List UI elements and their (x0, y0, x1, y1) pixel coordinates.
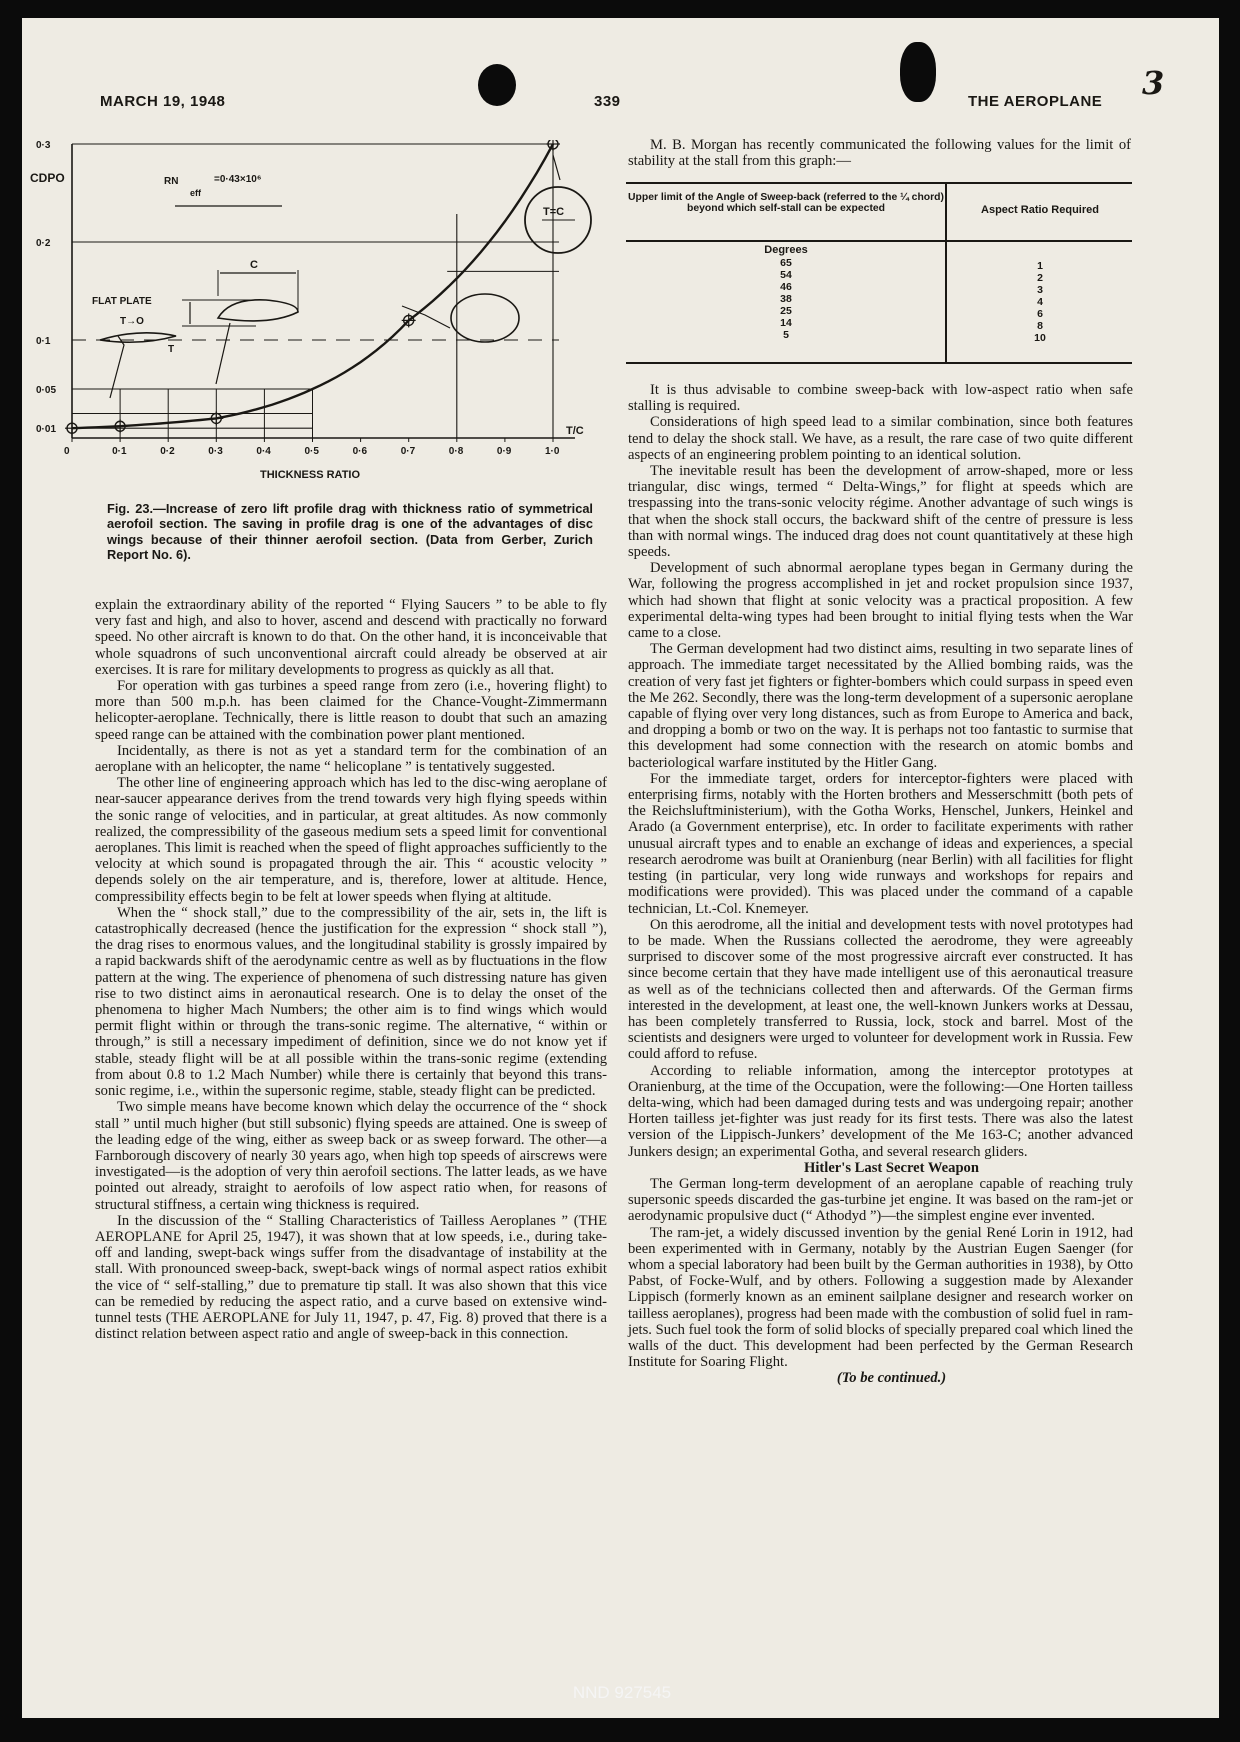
x-axis-end-label: T/C (566, 425, 584, 437)
y-axis-label: CDPO (30, 171, 65, 185)
x-tick-label: 0·4 (256, 446, 271, 457)
drag-curve (72, 144, 553, 428)
thickness-label: T (168, 344, 175, 355)
x-tick-label: 0·9 (496, 446, 512, 457)
table-cell-angle: 38 (780, 293, 792, 305)
table-rule-header (626, 240, 1132, 242)
table-cell-ratio: 3 (1037, 284, 1043, 296)
paragraph: Two simple means have become known which delay the occurrence of the “ shock stall ” until much higher (but still subsonic) flying speeds are attained. One is sweep of the leading edge of the wing, either as sweep back or as sweep forward. The other—a Farnborough discovery of nearly 30 years ago, when high top speeds of airscrews were investigated—is the adoption of very thin aerofoil sections. The latter leads, as we have pointed out already, straight to aerofoils of low aspect ratio when, for reasons of structural stiffness, a certain wing thickness is required. (95, 1099, 607, 1213)
table-cell-angle: 65 (780, 257, 792, 269)
table-cell-ratio: 4 (1037, 296, 1043, 308)
section-heading: Hitler's Last Secret Weapon (804, 1159, 979, 1176)
flat-plate-aerofoil (100, 333, 176, 342)
paragraph: The other line of engineering approach which has led to the disc-wing aeroplane of near-saucer appearance derives from the trend towards very high flying speeds within the sonic range of velocities, and in particular, at great altitudes. As now commonly realized, the compressibility of the gaseous medium sets a speed limit for conventional aeroplanes. This limit is reached when the speed of flight approaches sufficiently to the velocity at which sound is propagated through the air. This “ acoustic velocity ” depends solely on the air temperature, and is, therefore, lower at altitude. Hence, compressibility effects begin to be felt at lower speeds when flying at altitude. (95, 775, 607, 905)
paragraph: The German long-term development of an aeroplane capable of reaching truly supersonic speeds discarded the gas-turbine jet engine. It was based on the ram-jet or aerodynamic propulsive duct (“ Athodyd ”)—the simplest engine ever invented. (628, 1175, 1133, 1225)
table-cell-ratio: 1 (1037, 260, 1043, 272)
paragraph: According to reliable information, among the interceptor prototypes at Oranienburg, at the time of the Occupation, were the following:—One Horten tailless delta-wing, which had been damaged during tests and was undergoing repair; another Horten tailless jet-fighter was just ready for its first tests. There was also the latest version of the Lippisch-Junkers’ development of the Me 163-C; another advanced Junkers design; an experimental Gotha, and several research gliders. (628, 1062, 1133, 1160)
paragraph: The German development had two distinct aims, resulting in two separate lines of approach. The immediate target necessitated by the Allied bombing raids, was the creation of very fast jet fighters or fighter-bombers which could surpass in speed even the Me 262. Secondly, there was the long-term development of a supersonic aeroplane capable of flying over very long distances, such as from Europe to America and back, and dropping a bomb or two on the way. It is perhaps not too fantastic to surmise that this development had some connection with the research on atomic bombs and bacteriological warfare instituted by the Hitler Gang. (628, 641, 1133, 771)
table-rule-bottom (626, 362, 1132, 364)
right-column (628, 382, 1133, 1387)
y-tick-label: 0·3 (36, 140, 51, 151)
paragraph: Considerations of high speed lead to a similar combination, since both features tend to delay the shock stall. We have, as a result, the rare case of two quite different aspects of an engineering problem pointing to an identical solution. (628, 414, 1133, 463)
paragraph: In the discussion of the “ Stalling Characteristics of Tailless Aeroplanes ” (THE AEROPLANE for April 25, 1947), it was shown that at low speeds, i.e., during take-off and landing, swept-back wings suffer from the disadvantage of instability at the stall. With pronounced sweep-back, swept-back wings of normal aspect ratios exhibit the vice of “ self-stalling,” due to premature tip stall. It was also shown that this vice can be remedied by reducing the aspect ratio, and a curve based on extensive wind-tunnel tests (THE AEROPLANE for July 11, 1947, p. 47, Fig. 8) proved that there is a distinct relation between aspect ratio and angle of sweep-back in this connection. (95, 1212, 607, 1343)
table-cell-ratio: 8 (1037, 320, 1043, 332)
thick-aerofoil-pointer (216, 323, 230, 384)
paragraph: The inevitable result has been the development of arrow-shaped, more or less triangular, disc wings, termed “ Delta-Wings,” for flight at speeds which are trespassing into the trans-sonic velocity régime. Another advantage of such wings is that when the shock stall occurs, the backward shift of the centre of pressure is less than with normal wings. The induced drag does not count quantitatively at these high speeds. (628, 463, 1133, 561)
x-tick-label: 0·8 (448, 446, 464, 457)
flat-plate-sublabel: T→O (120, 316, 144, 327)
paragraph: explain the extraordinary ability of the reported “ Flying Saucers ” to be able to fly very fast and high, and also to hover, ascend and descend with practically no forward speed. No other aircraft is known to do that. On the other hand, it is inconceivable that whole squadrons of such unconventional aircraft could already be observed at air exercises. It is rare for military developments to progress as quickly as all that. (95, 597, 607, 678)
flat-plate-label: FLAT PLATE (92, 296, 152, 307)
drag-chart (30, 140, 610, 490)
handwritten-folio: 3 (1142, 64, 1165, 102)
paragraph: When the “ shock stall,” due to the compressibility of the air, sets in, the lift is catastrophically decreased (hence the justification for the expression “ shock stall ”), the drag rises to enormous values, and the longitudinal stability is grossly impaired by a rapid backwards shift of the aerodynamic centre as well as by fluctuations in the flow pattern at the wing. The experience of phenomena of such distressing nature has given rise to two distinct aims in aeronautical research. One is to delay the onset of the phenomena to higher Mach Numbers; the other aim is to find wings which would permit flight within or through the trans-sonic regime. The alternative, “ within or through,” is still a necessary impediment of definition, since we do not know yet if stable, steady flight will be at all possible within the trans-sonic regime (extending from about 0.8 to 1.2 Mach Number) while there is certainly that beyond this trans-sonic regime, i.e., within the supersonic regime, stable, steady flight can be predicted. (95, 904, 607, 1100)
y-tick-label: 0·05 (36, 385, 57, 396)
x-tick-label: 0·7 (400, 446, 416, 457)
header-page-number: 339 (594, 93, 621, 110)
table-cell-angle: 54 (780, 269, 792, 281)
rn-value: =0·43×10⁶ (214, 174, 262, 185)
header-journal: THE AEROPLANE (968, 93, 1103, 110)
table-cell-ratio: 10 (1034, 332, 1046, 344)
x-axis-label: THICKNESS RATIO (260, 469, 361, 481)
paragraph: The ram-jet, a widely discussed invention by the genial René Lorin in 1912, had been experimented with in Germany, notably by the Austrian Eugen Saenger (for whom a special laboratory had been built by the German authorities in 1938), by Otto Pabst, of Focke-Wulf, and by others. Following a suggestion made by Alexander Lippisch (formerly known as an eminent sailplane designer and research worker on tailless aeroplanes), progress had been made with the combustion of solid fuel in ram-jets. Such fuel took the form of solid blocks of specially prepared coal which lined the walls of the duct. This development had been perfected by the German Research Institute for Soaring Flight. (628, 1224, 1133, 1371)
ellipse-aerofoil (451, 294, 519, 342)
figure-caption: Fig. 23.—Increase of zero lift profile drag with thickness ratio of symmetrical aerofoil section. The saving in profile drag is one of the advantages of disc wings because of their thinner aerofoil section. (Data from Gerber, Zurich Report No. 6). (107, 501, 593, 562)
thick-aerofoil (218, 300, 298, 321)
punch-hole-left (478, 64, 516, 106)
y-tick-label: 0·01 (36, 424, 57, 436)
table-cell-ratio: 6 (1037, 308, 1043, 320)
table-header-angle: Upper limit of the Angle of Sweep-back (referred to the ¼ chord) beyond which self-stall can be expected (628, 192, 944, 214)
left-column (95, 597, 607, 1342)
paragraph: Incidentally, as there is not as yet a standard term for the combination of an aeroplane with an helicopter, the name “ helicoplane ” is tentatively suggested. (95, 742, 607, 776)
table-rule-top (626, 182, 1132, 184)
chart-illustrations (100, 155, 591, 398)
header-date: MARCH 19, 1948 (100, 93, 226, 110)
x-tick-label: 0·6 (352, 446, 368, 457)
circle-pointer (553, 155, 560, 180)
x-tick-label: 1·0 (545, 446, 560, 457)
y-tick-label: 0·2 (36, 238, 51, 249)
rn-subscript: eff (190, 188, 201, 198)
archive-stamp: NND 927545 (572, 1683, 672, 1702)
chord-label: C (250, 259, 258, 271)
table-header-aspect: Aspect Ratio Required (981, 204, 1099, 216)
table-cell-ratio: 2 (1037, 272, 1043, 284)
x-tick-label: 0 (64, 446, 70, 457)
x-tick-label: 0·3 (208, 446, 223, 457)
rn-label: RN (164, 176, 179, 187)
punch-hole-right (900, 42, 936, 102)
paragraph: Development of such abnormal aeroplane types began in Germany during the War, following the progress accomplished in jet and rocket propulsion since 1937, which had shown that flight at sonic velocity was a practical proposition. A few experimental delta-wing types had been brought to initial flying tests when the War came to a close. (628, 560, 1133, 642)
table-unit: Degrees (764, 244, 808, 256)
x-tick-label: 0·2 (160, 446, 175, 457)
chart-grid (72, 144, 575, 438)
paragraph: On this aerodrome, all the initial and development tests with novel prototypes had to be made. When the Russians collected the aerodrome, they were agreeably surprised to discover some of the most progressive aircraft ever constructed. It has since become certain that they have made intelligent use of this aeronautical treasure as well as of the technicians collected then and afterwards. Of the German firms interested in the development, at least one, the well-known Junkers works at Dessau, has been completely transferred to Russia, lock, stock and barrel. Most of the scientists and designers were urged to volunteer for development work in Russia. Few could afford to refuse. (628, 916, 1133, 1063)
paragraph: For operation with gas turbines a speed range from zero (i.e., hovering flight) to more than 500 m.p.h. has been claimed for the Chance-Vought-Zimmermann helicopter-aeroplane. Technically, there is little reason to doubt that such an amazing speed range can be attained with the combination power plant mentioned. (95, 678, 607, 743)
circle-label: T=C (543, 206, 565, 218)
x-tick-label: 0·5 (304, 446, 319, 457)
continued-note: (To be continued.) (836, 1370, 947, 1387)
table-cell-angle: 46 (780, 281, 792, 293)
paragraph: M. B. Morgan has recently communicated the following values for the limit of stability at the stall from this graph:— (628, 137, 1131, 170)
sweep-aspect-table (626, 178, 1136, 364)
paragraph: It is thus advisable to combine sweep-back with low-aspect ratio when safe stalling is required. (628, 382, 1133, 415)
table-cell-angle: 5 (783, 329, 789, 341)
x-tick-label: 0·1 (112, 446, 127, 457)
table-cell-angle: 14 (780, 317, 792, 329)
y-tick-label: 0·1 (36, 336, 51, 347)
table-cell-angle: 25 (780, 305, 792, 317)
right-intro (628, 137, 1131, 169)
paragraph: For the immediate target, orders for interceptor-fighters were placed with enterprising firms, notably with the Horten brothers and Messerschmitt (both pets of the Reichsluftministerium), with the Gotha Works, Henschel, Junkers, Heinkel and Arado (a Government enterprise), etc. In order to facilitate experiments with rather unusual aircraft types and to enable an exchange of ideas and experiences, a special research aerodrome was built at Oranienburg (near Berlin) with all facilities for flight testing (in particular, very long wide runways and workshops for repairs and modifications were provided). This was placed under the command of a capable technician, Lt.-Col. Knemeyer. (628, 770, 1133, 917)
